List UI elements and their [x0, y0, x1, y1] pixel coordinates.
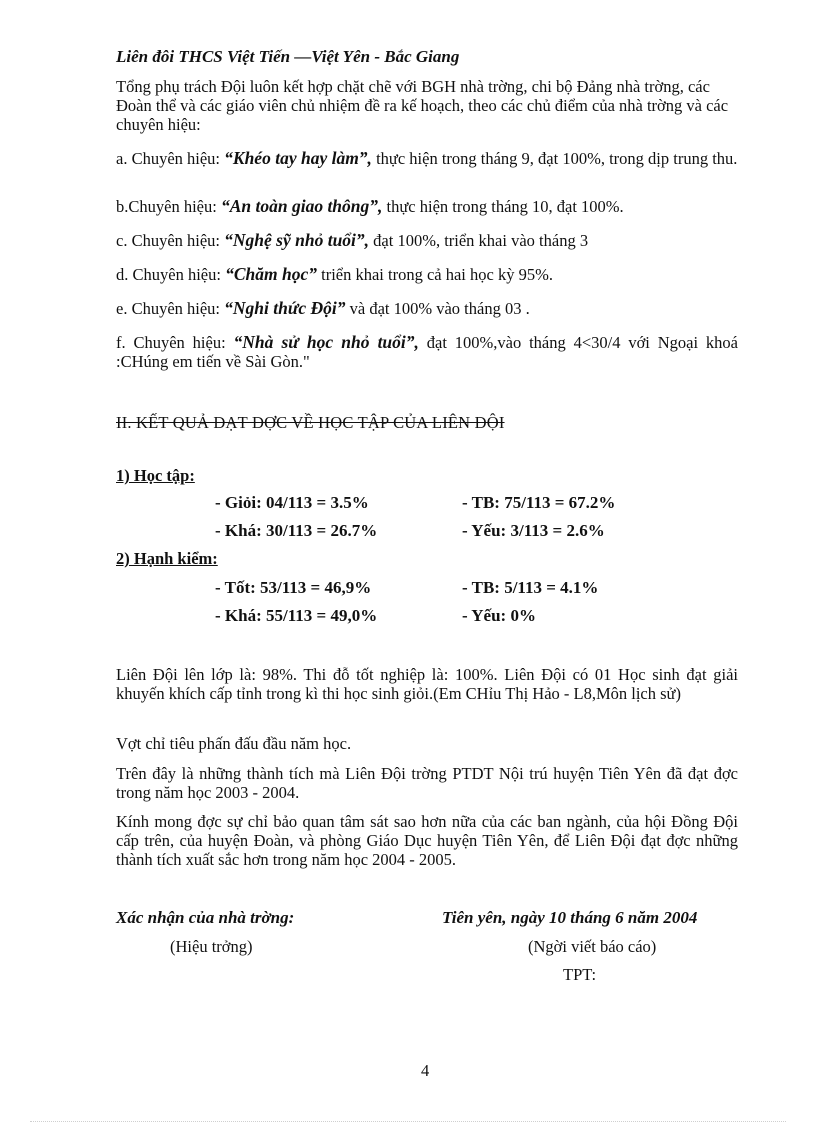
section-heading: II. KẾT QUẢ ĐẠT ĐỢC VỀ HỌC TẬP CỦA LIÊN ĐỘI [116, 413, 505, 432]
intro-paragraph: Tổng phụ trách Đội luôn kết hợp chặt chẽ với BGH nhà trờng, chi bộ Đảng nhà trờng, các Đoàn thể và các giáo viên chủ nhiệm đề ra kế hoạch, theo các chủ điểm của nhà trờng và các chuyên hiệu: [116, 77, 729, 134]
document-header: Liên đôi THCS Việt Tiến —Việt Yên - Bắc Giang [116, 47, 460, 66]
conduct-title: 2) Hạnh kiểm: [116, 549, 218, 568]
badge-item-b: b.Chuyên hiệu: “An toàn giao thông”, thực hiện trong tháng 10, đạt 100%. [116, 196, 624, 216]
badge-item-d: d. Chuyên hiệu: “Chăm học” triển khai trong cả hai học kỳ 95%. [116, 264, 553, 284]
hope-paragraph: Kính mong đợc sự chỉ bảo quan tâm sát sao hơn nữa của các ban ngành, của hội Đồng Đội cấp trên, của huyện Đoàn, và phòng Giáo Dục huyện Tiên Yên, để Liên Đội đạt đợc những thành tích xuất sắc hơn trong năm học 2004 - 2005. [116, 812, 738, 869]
study-kha: - Khá: 30/113 = 26.7% [215, 521, 378, 540]
badge-item-c: c. Chuyên hiệu: “Nghệ sỹ nhỏ tuổi”, đạt 100%, triển khai vào tháng 3 [116, 230, 589, 250]
badge-item-e: e. Chuyên hiệu: “Nghi thức Đội” và đạt 100% vào tháng 03 . [116, 298, 530, 318]
sign-left-role: (Hiệu trởng) [170, 937, 253, 956]
page-number: 4 [421, 1061, 430, 1080]
sign-right-title: Tiên yên, ngày 10 tháng 6 năm 2004 [442, 908, 698, 927]
study-title: 1) Học tập: [116, 466, 195, 485]
sign-left-title: Xác nhận của nhà trờng: [116, 908, 295, 927]
study-gioi: - Giỏi: 04/113 = 3.5% [215, 493, 369, 512]
conduct-yeu: - Yếu: 0% [462, 606, 536, 625]
result-paragraph: Liên Đội lên lớp là: 98%. Thi đỗ tốt nghiệp là: 100%. Liên Đội có 01 Học sinh đạt giải khuyến khích cấp tỉnh trong kì thi học sinh giỏi.(Em CHỉu Thị Hảo - L8,Môn lịch sử) [116, 665, 738, 703]
study-yeu: - Yếu: 3/113 = 2.6% [462, 521, 605, 540]
achievement-paragraph: Trên đây là những thành tích mà Liên Đội trờng PTDT Nội trú huyện Tiên Yên đã đạt đợc trong năm học 2003 - 2004. [116, 764, 738, 802]
target-paragraph: Vợt chỉ tiêu phấn đấu đầu năm học. [116, 734, 352, 753]
footer-divider [30, 1121, 786, 1122]
study-tb: - TB: 75/113 = 67.2% [462, 493, 616, 512]
sign-right-role: (Ngời viết báo cáo) [528, 937, 657, 956]
conduct-kha: - Khá: 55/113 = 49,0% [215, 606, 378, 625]
conduct-tb: - TB: 5/113 = 4.1% [462, 578, 599, 597]
sign-right-name: TPT: [563, 965, 597, 984]
badge-item-a: a. Chuyên hiệu: “Khéo tay hay làm”, thực hiện trong tháng 9, đạt 100%, trong dịp trung thu. [116, 148, 738, 168]
badge-item-f: f. Chuyên hiệu: “Nhà sử học nhỏ tuổi”, đạt 100%,vào tháng 4<30/4 với Ngoại khoá :CHúng em tiến về Sài Gòn." [116, 332, 738, 371]
conduct-tot: - Tốt: 53/113 = 46,9% [215, 578, 372, 597]
